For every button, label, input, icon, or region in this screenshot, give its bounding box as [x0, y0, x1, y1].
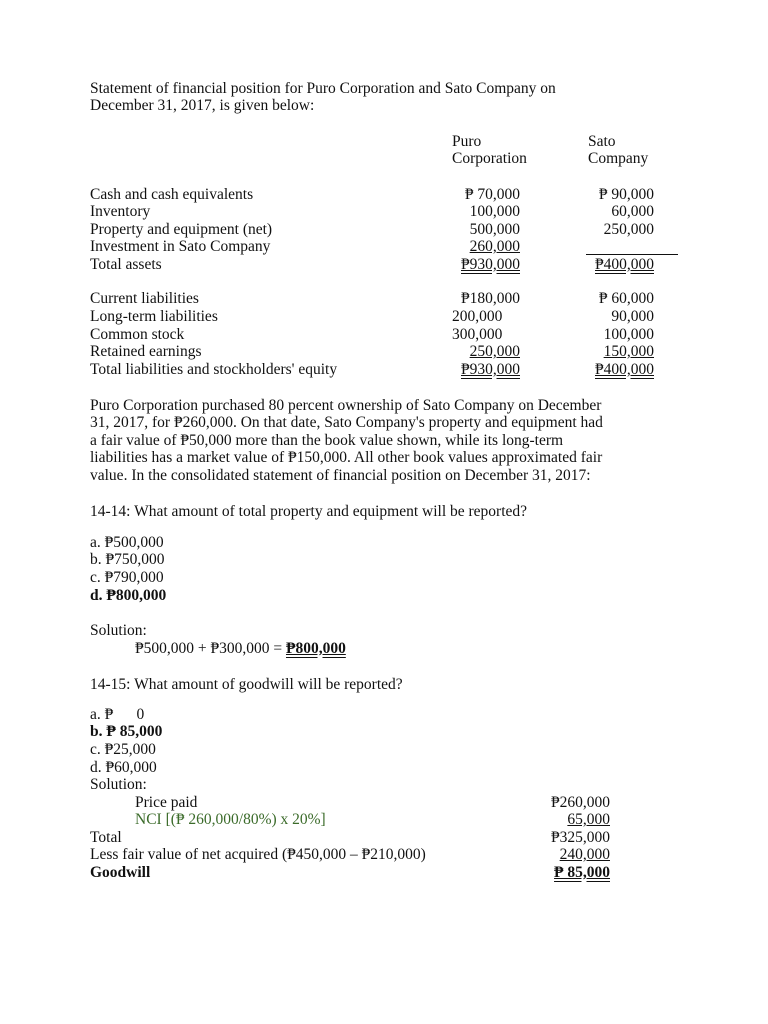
q2-option-d: d. ₱60,000 [90, 759, 157, 776]
total-value: ₱325,000 [551, 829, 610, 846]
question-14-14: 14-14: What amount of total property and equipment will be reported? [90, 503, 528, 520]
paragraph-line: liabilities has a market value of ₱150,000. All other book values approximated fair [90, 449, 603, 466]
goodwill-row-label: Price paid [135, 794, 198, 811]
goodwill-row-label: Total [90, 829, 122, 846]
puro-long-term-liabilities-value: 200,000 [452, 308, 503, 325]
q2-solution-label: Solution: [90, 776, 147, 793]
sato-cash-value: ₱ 90,000 [598, 186, 654, 203]
header-puro-line-2: Corporation [452, 150, 527, 167]
q2-option-a: a. ₱ 0 [90, 706, 145, 723]
asset-label: Investment in Sato Company [90, 238, 271, 255]
paragraph-line: 31, 2017, for ₱260,000. On that date, Sato Company's property and equipment had [90, 414, 603, 431]
question-14-15: 14-15: What amount of goodwill will be reported? [90, 676, 403, 693]
q2-option-c: c. ₱25,000 [90, 741, 156, 758]
goodwill-total-label: Goodwill [90, 864, 151, 881]
q1-option-d-answer: d. ₱800,000 [90, 587, 167, 604]
total-assets-label: Total assets [90, 256, 162, 273]
sato-current-liabilities-value: ₱ 60,000 [598, 290, 654, 307]
sato-long-term-liabilities-value: 90,000 [611, 308, 654, 325]
puro-inventory-value: 100,000 [469, 203, 520, 220]
asset-label: Property and equipment (net) [90, 221, 273, 238]
q1-solution-text: ₱500,000 + ₱300,000 = [135, 640, 286, 657]
sato-total-assets-value: ₱400,000 [595, 256, 654, 273]
goodwill-row-label: NCI [(₱ 260,000/80%) x 20%] [135, 811, 326, 828]
q2-option-b-answer: b. ₱ 85,000 [90, 723, 163, 740]
puro-total-le-value: ₱930,000 [461, 361, 520, 378]
intro-line-1: Statement of financial position for Puro Corporation and Sato Company on [90, 80, 556, 97]
sato-ppe-value: 250,000 [603, 221, 654, 238]
asset-label: Inventory [90, 203, 151, 220]
q1-option-b: b. ₱750,000 [90, 551, 165, 568]
q1-option-a: a. ₱500,000 [90, 534, 164, 551]
total-liabilities-equity-label: Total liabilities and stockholders' equity [90, 361, 338, 378]
puro-investment-value: 260,000 [469, 238, 520, 255]
paragraph-line: Puro Corporation purchased 80 percent ownership of Sato Company on December [90, 397, 602, 414]
equity-label: Retained earnings [90, 343, 202, 360]
puro-current-liabilities-value: ₱180,000 [461, 290, 520, 307]
price-paid-value: ₱260,000 [551, 794, 610, 811]
liability-label: Current liabilities [90, 290, 199, 307]
q1-option-c: c. ₱790,000 [90, 569, 164, 586]
puro-ppe-value: 500,000 [469, 221, 520, 238]
paragraph-line: value. In the consolidated statement of financial position on December 31, 2017: [90, 467, 591, 484]
header-sato-line-1: Sato [588, 133, 616, 150]
q1-solution-line [135, 640, 346, 658]
goodwill-value: ₱ 85,000 [554, 864, 610, 881]
paragraph-line: a fair value of ₱50,000 more than the book value shown, while its long-term [90, 432, 564, 449]
puro-common-stock-value: 300,000 [452, 326, 503, 343]
sato-subtotal-rule [586, 254, 678, 255]
puro-cash-value: ₱ 70,000 [464, 186, 520, 203]
liability-label: Long-term liabilities [90, 308, 218, 325]
q1-solution-label: Solution: [90, 622, 147, 639]
sato-total-le-value: ₱400,000 [595, 361, 654, 378]
equity-label: Common stock [90, 326, 185, 343]
intro-line-2: December 31, 2017, is given below: [90, 97, 315, 114]
sato-inventory-value: 60,000 [611, 203, 654, 220]
puro-total-assets-value: ₱930,000 [461, 256, 520, 273]
q1-solution-answer: ₱800,000 [285, 640, 346, 657]
puro-retained-earnings-value: 250,000 [469, 343, 520, 360]
net-acquired-value: 240,000 [559, 846, 610, 863]
asset-label: Cash and cash equivalents [90, 186, 254, 203]
sato-retained-earnings-value: 150,000 [603, 343, 654, 360]
nci-value: 65,000 [567, 811, 610, 828]
header-puro-line-1: Puro [452, 133, 482, 150]
goodwill-row-label: Less fair value of net acquired (₱450,000 – ₱210,000) [90, 846, 426, 863]
sato-common-stock-value: 100,000 [603, 326, 654, 343]
header-sato-line-2: Company [588, 150, 649, 167]
